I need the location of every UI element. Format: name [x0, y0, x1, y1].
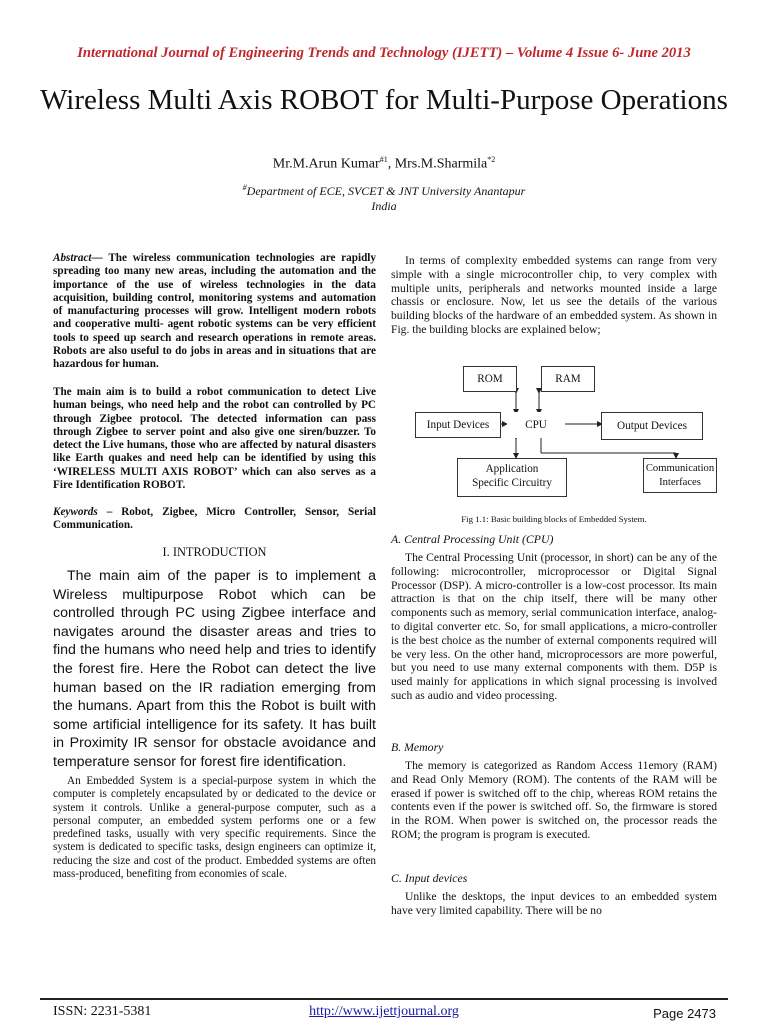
figure-caption: Fig 1.1: Basic building blocks of Embedded System.: [461, 514, 647, 524]
affiliation-line-1: Department of ECE, SVCET & JNT University Anantapur: [246, 184, 526, 198]
footer-url-link[interactable]: http://www.ijettjournal.org: [309, 1004, 459, 1019]
intro-para-2: An Embedded System is a special-purpose system in which the computer is completely encapsulated by or dedicated to the device or system it controls. Unlike a general-purpose computer, such as a personal computer, an embedded system performs one or a few predefined tasks, usually with very specific requirements. Since the system is dedicated to specific tasks, design engineers can optimize it, reducing the size and cost of the product. Embedded systems are often mass-produced, benefiting from economies of scale.: [53, 775, 376, 881]
footer-issn: ISSN: 2231-5381: [53, 1004, 152, 1019]
asic-box: [457, 458, 567, 497]
footer-rule: [40, 998, 728, 1000]
section-b-text: The memory is categorized as Random Access 11emory (RAM) and Read Only Memory (ROM). The contents of the RAM will be erased if power is switched off to the chip, whereas ROM retains the contents even if the power is switched off. So, the firmware is stored in the ROM. When power is switched on, the processor reads the ROM; the program is program is executed.: [391, 759, 717, 841]
author-2: Mrs.M.Sharmila: [394, 156, 488, 172]
abstract-dash: —: [91, 252, 109, 264]
section-c-text: Unlike the desktops, the input devices to an embedded system have very limited capability. There will be no: [391, 890, 717, 917]
input-devices-box: Input Devices: [415, 412, 501, 438]
section-b-heading: B. Memory: [391, 740, 444, 754]
intro-para-1: The main aim of the paper is to implement a Wireless multipurpose Robot which can be controlled through PC using Zigbee interface and navigates around the disaster areas and tries to find the humans who need help and tries to identify the forest fire. Here the Robot can detect the live human based on the IR radiation emerging from the humans. Apart from this the Robot is built with some artificial intelligence for its safety. It has built in Proximity IR sensor for obstacle avoidance and temperature sensor for forest fire identification.: [53, 568, 376, 770]
abstract: [53, 252, 376, 372]
asic-line-2: Specific Circuitry: [472, 477, 552, 489]
rom-box: ROM: [463, 366, 517, 392]
section-a-heading: A. Central Processing Unit (CPU): [391, 532, 554, 546]
communication-interfaces-box: [643, 458, 717, 493]
author-2-sup: *2: [487, 155, 496, 164]
block-diagram: [391, 360, 721, 500]
comm-line-1: Communication: [645, 463, 715, 474]
keywords-label: Keywords: [53, 506, 98, 518]
keywords: [53, 506, 376, 533]
author-sep: ,: [387, 156, 395, 172]
abstract-text: The wireless communication technologies are rapidly spreading too many new areas, including the automation and the importance of the use of wireless technologies in the data acquisition, building control, monitoring systems and automation of manufacturing processes will grow. Intelligent modern robots and cooperative multi- agent robotic systems can be very efficient tools to speed up search and research operations in remote areas. Robots are also useful to do jobs in areas and in situations that are hazardous for human.: [53, 252, 376, 371]
footer-page-number: Page 2473: [653, 1006, 716, 1021]
keywords-text: – Robot, Zigbee, Micro Controller, Sensor, Serial Communication.: [53, 506, 376, 532]
paper-title: Wireless Multi Axis ROBOT for Multi-Purpose Operations: [40, 84, 728, 116]
output-devices-box: Output Devices: [601, 412, 703, 440]
intro-heading: I. INTRODUCTION: [162, 545, 267, 559]
author-1-sup: #1: [379, 155, 388, 164]
author-1: Mr.M.Arun Kumar: [272, 156, 380, 172]
cpu-box: CPU: [507, 412, 565, 438]
ram-box: RAM: [541, 366, 595, 392]
right-para-1: In terms of complexity embedded systems can range from very simple with a single microcontroller chip, to very complex with multiple units, peripherals and networks mounted inside a large chassis or enclosure. Now, let us see the details of the various building blocks of the hardware of an embedded system. As shown in Fig. the building blocks are explained below;: [391, 254, 717, 336]
section-c-heading: C. Input devices: [391, 871, 468, 885]
authors: [0, 155, 768, 173]
asic-line-1: Application: [485, 463, 539, 475]
comm-line-2: Interfaces: [659, 477, 701, 488]
abstract-para-2: The main aim is to build a robot communication to detect Live human beings, who need help and the robot can controlled by PC through Zigbee protocol. The detected information can pass through Zigbee to server point and also give one siren/buzzer. To detect the Live humans, those who are affected by natural disasters like Earth quakes and need help can be identified by using this ‘WIRELESS MULTI AXIS ROBOT’ which can also serves as a Fire Identification ROBOT.: [53, 386, 376, 492]
affiliation: [0, 180, 768, 214]
affiliation-line-2: India: [371, 199, 397, 213]
section-a-text: The Central Processing Unit (processor, in short) can be any of the following: microcontroller, microprocessor or Digital Signal Processor (DSP). A micro-controller is a low-cost processor. Its main attraction is that on the chip itself, there will be many other components such as memory, serial communication interface, analog-to digital converter etc. So, for small applications, a micro-controller is the best choice as the number of external components required will be very less. On the other hand, microprocessors are more powerful, but you need to use many external components with them. D5P is used mainly for applications in which signal processing is involved such as audio and video processing.: [391, 551, 717, 702]
affiliation-sup: #: [242, 183, 247, 192]
abstract-label: Abstract: [53, 252, 92, 264]
journal-header: International Journal of Engineering Trends and Technology (IJETT) – Volume 4 Issue 6- June 2013: [77, 45, 691, 61]
